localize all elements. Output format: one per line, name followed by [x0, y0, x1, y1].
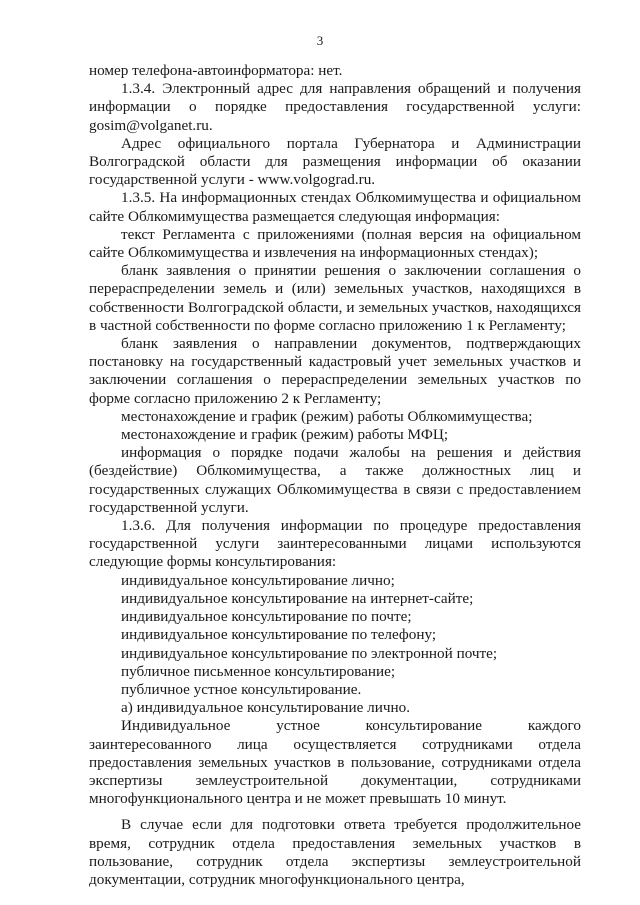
paragraph: бланк заявления о принятии решения о заключении соглашения о перераспределении земель и (или) земельных участков, находящихся в собственности Волгоградской области, и земельных участков, находящихся в частной собственности по форме согласно приложению 1 к Регламенту; — [89, 262, 581, 334]
document-body — [89, 62, 581, 889]
paragraph: номер телефона-автоинформатора: нет. — [89, 62, 343, 79]
paragraph: 1.3.5. На информационных стендах Облкомимущества и официальном сайте Облкомимущества размещается следующая информация: — [89, 189, 581, 225]
paragraph: Адрес официального портала Губернатора и Администрации Волгоградской области для размещения информации об оказании государственной услуги - www.volgograd.ru. — [89, 134, 581, 189]
paragraph: бланк заявления о направлении документов, подтверждающих постановку на государственный кадастровый учет земельных участков и заключении соглашения о перераспределении земельных участков по форме согласно приложению 2 к Регламенту; — [89, 335, 581, 407]
list-item: публичное письменное консультирование; — [121, 662, 396, 680]
paragraph: 1.3.4. Электронный адрес для направления обращений и получения информации о порядке предоставления государственной услуги: gosim@volganet.ru. — [89, 80, 581, 134]
paragraph: местонахождение и график (режим) работы МФЦ; — [121, 426, 449, 444]
paragraph: текст Регламента с приложениями (полная версия на официальном сайте Облкомимущества и извлечения на информационных стендах); — [89, 225, 581, 262]
paragraph: информация о порядке подачи жалобы на решения и действия (бездействие) Облкомимущества, а также должностных лиц и государственных служащих Облкомимущества в связи с предоставлением государственной услуги. — [89, 444, 581, 516]
page-number: 3 — [316, 33, 324, 48]
paragraph: 1.3.6. Для получения информации по процедуре предоставления государственной услуги заинтересованными лицами используются следующие формы консультирования: — [89, 517, 581, 571]
list-item: индивидуальное консультирование на интернет-сайте; — [121, 589, 474, 607]
paragraph: В случае если для подготовки ответа требуется продолжительное время, сотрудник отдела предоставления земельных участков в пользование, сотрудник отдела экспертизы землеустроительной документации, сотрудник многофункционального центра, — [89, 816, 581, 888]
paragraph: Индивидуальное устное консультирование каждого заинтересованного лица осуществляется сотрудниками отдела предоставления земельных участков в пользование, сотрудниками отдела экспертизы землеустроительной документации, сотрудниками многофункционального центра и не может превышать 10 минут. — [89, 717, 581, 808]
list-item: публичное устное консультирование. — [121, 680, 362, 698]
subsection-heading: а) индивидуальное консультирование лично. — [121, 699, 410, 717]
list-item: индивидуальное консультирование по телефону; — [121, 626, 437, 644]
list-item: индивидуальное консультирование лично; — [121, 571, 395, 589]
paragraph: местонахождение и график (режим) работы Облкомимущества; — [121, 407, 533, 425]
list-item: индивидуальное консультирование по почте; — [121, 608, 412, 626]
list-item: индивидуальное консультирование по электронной почте; — [121, 644, 498, 662]
